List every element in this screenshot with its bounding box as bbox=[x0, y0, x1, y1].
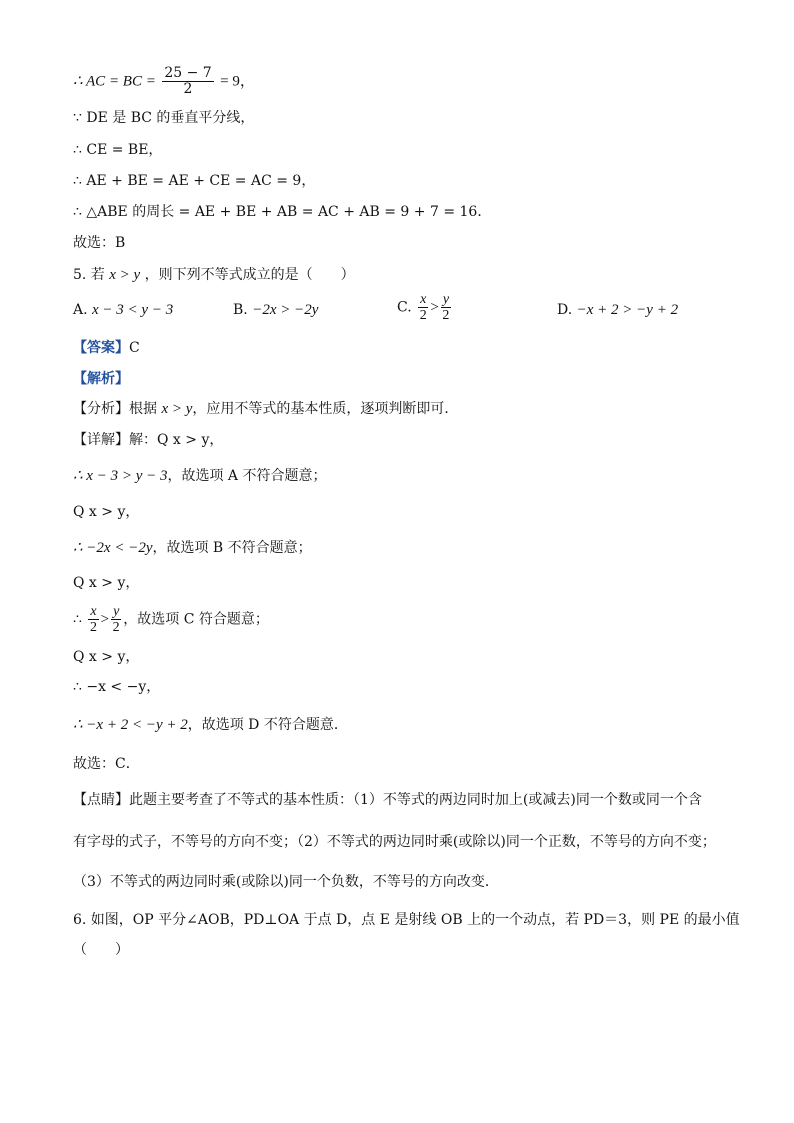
dianjing-tag: 【点睛】 bbox=[73, 792, 129, 808]
q5-step-8 bbox=[73, 715, 348, 735]
q5-stem-suffix: ，则下列不等式成立的是（ ） bbox=[144, 267, 355, 283]
q5-step-7: ∴ −x < −y， bbox=[73, 679, 161, 695]
option-expr: −2x > −2y bbox=[252, 302, 319, 318]
q5-stem-prefix: 5. 若 bbox=[73, 267, 105, 283]
step-text: ，故选项 A 不符合题意； bbox=[167, 468, 327, 484]
answer-tag: 【答案】 bbox=[73, 340, 129, 356]
fraction-x-over-2 bbox=[88, 604, 98, 635]
fraction-denominator: 2 bbox=[112, 620, 120, 635]
option-label: B. bbox=[233, 302, 248, 318]
xiangjie-text: 解：Q x > y， bbox=[129, 432, 224, 448]
fraction-denominator: 2 bbox=[89, 620, 97, 635]
math-equals-9: = 9， bbox=[220, 73, 255, 90]
fraction-numerator: y bbox=[442, 292, 450, 307]
solution-line-2: ∵ DE 是 BC 的垂直平分线， bbox=[73, 110, 255, 126]
solution-line-1 bbox=[73, 66, 255, 97]
fraction-y-over-2 bbox=[111, 604, 121, 635]
q5-step-2: Q x > y， bbox=[73, 504, 140, 520]
fraction-denominator: 2 bbox=[419, 308, 427, 323]
q5-option-a bbox=[73, 300, 173, 320]
solution-line-6: 故选：B bbox=[73, 235, 126, 251]
solution-line-5: ∴ △ABE 的周长 = AE + BE + AB = AC + AB = 9 + 7 = 16． bbox=[73, 204, 492, 220]
fraction-denominator: 2 bbox=[183, 81, 193, 97]
option-expr: x − 3 < y − 3 bbox=[92, 302, 174, 318]
step-text: ，故选项 D 不符合题意． bbox=[187, 717, 348, 733]
analysis-tag: 【解析】 bbox=[73, 371, 129, 387]
fenxi-math: x > y bbox=[161, 401, 193, 417]
q5-dianjing-line-1 bbox=[73, 790, 702, 810]
step-text: ，故选项 C 符合题意； bbox=[123, 611, 269, 628]
q5-xiangjie bbox=[73, 430, 223, 450]
option-expr: −x + 2 > −y + 2 bbox=[576, 302, 679, 318]
fraction-y-over-2 bbox=[441, 292, 451, 323]
fraction-x-over-2 bbox=[418, 292, 428, 323]
fenxi-prefix: 根据 bbox=[129, 401, 157, 417]
relation: > bbox=[430, 299, 439, 316]
q5-option-b bbox=[233, 300, 318, 320]
q5-option-d bbox=[557, 300, 678, 320]
step-math: ∴ −x + 2 < −y + 2 bbox=[73, 717, 188, 733]
dianjing-text-1: 此题主要考查了不等式的基本性质：（1）不等式的两边同时加上(或减去)同一个数或同一个含 bbox=[129, 792, 702, 808]
q5-fenxi bbox=[73, 399, 458, 419]
q5-analysis bbox=[73, 369, 129, 389]
therefore: ∴ bbox=[73, 611, 82, 628]
option-label: C. bbox=[397, 299, 412, 316]
q5-stem-math: x > y bbox=[109, 267, 141, 283]
q5-step-1 bbox=[73, 466, 327, 486]
q6-stem: 6. 如图，OP 平分∠AOB，PD⊥OA 于点 D，点 E 是射线 OB 上的一个动点，若 PD＝3，则 PE 的最小值 bbox=[73, 912, 740, 928]
q5-answer bbox=[73, 338, 140, 358]
step-text: ，故选项 B 不符合题意； bbox=[152, 540, 312, 556]
q6-paren: （ ） bbox=[73, 942, 129, 958]
fenxi-tag: 【分析】 bbox=[73, 401, 129, 417]
fraction-25-7-over-2 bbox=[162, 66, 213, 97]
option-label: D. bbox=[557, 302, 573, 318]
step-math: ∴ −2x < −2y bbox=[73, 540, 153, 556]
q5-dianjing-line-3: （3）不等式的两边同时乘(或除以)同一个负数，不等号的方向改变． bbox=[73, 874, 499, 890]
q5-stem bbox=[73, 265, 355, 285]
q5-step-4: Q x > y， bbox=[73, 575, 140, 591]
fraction-denominator: 2 bbox=[442, 308, 450, 323]
fraction-numerator: x bbox=[90, 604, 97, 619]
step-math: ∴ x − 3 > y − 3 bbox=[73, 468, 168, 484]
q5-step-3 bbox=[73, 538, 312, 558]
fenxi-suffix: ，应用不等式的基本性质，逐项判断即可． bbox=[192, 401, 459, 417]
q5-step-6: Q x > y， bbox=[73, 649, 140, 665]
q5-step-5 bbox=[73, 604, 269, 635]
option-label: A. bbox=[73, 302, 88, 318]
math-ac-bc: ∴ AC = BC = bbox=[73, 73, 156, 90]
fraction-numerator: y bbox=[113, 604, 120, 619]
q5-conclusion: 故选：C． bbox=[73, 756, 140, 772]
fraction-numerator: x bbox=[420, 292, 427, 307]
relation: > bbox=[100, 611, 110, 628]
fraction-numerator: 25 − 7 bbox=[164, 65, 212, 81]
q5-dianjing-line-2: 有字母的式子，不等号的方向不变；（2）不等式的两边同时乘(或除以)同一个正数，不等号的方向不变； bbox=[73, 834, 716, 850]
answer-value: C bbox=[129, 340, 140, 356]
solution-line-4: ∴ AE + BE = AE + CE = AC = 9， bbox=[73, 173, 316, 189]
xiangjie-tag: 【详解】 bbox=[73, 432, 129, 448]
solution-line-3: ∴ CE = BE， bbox=[73, 142, 163, 158]
q5-option-c bbox=[397, 292, 453, 323]
